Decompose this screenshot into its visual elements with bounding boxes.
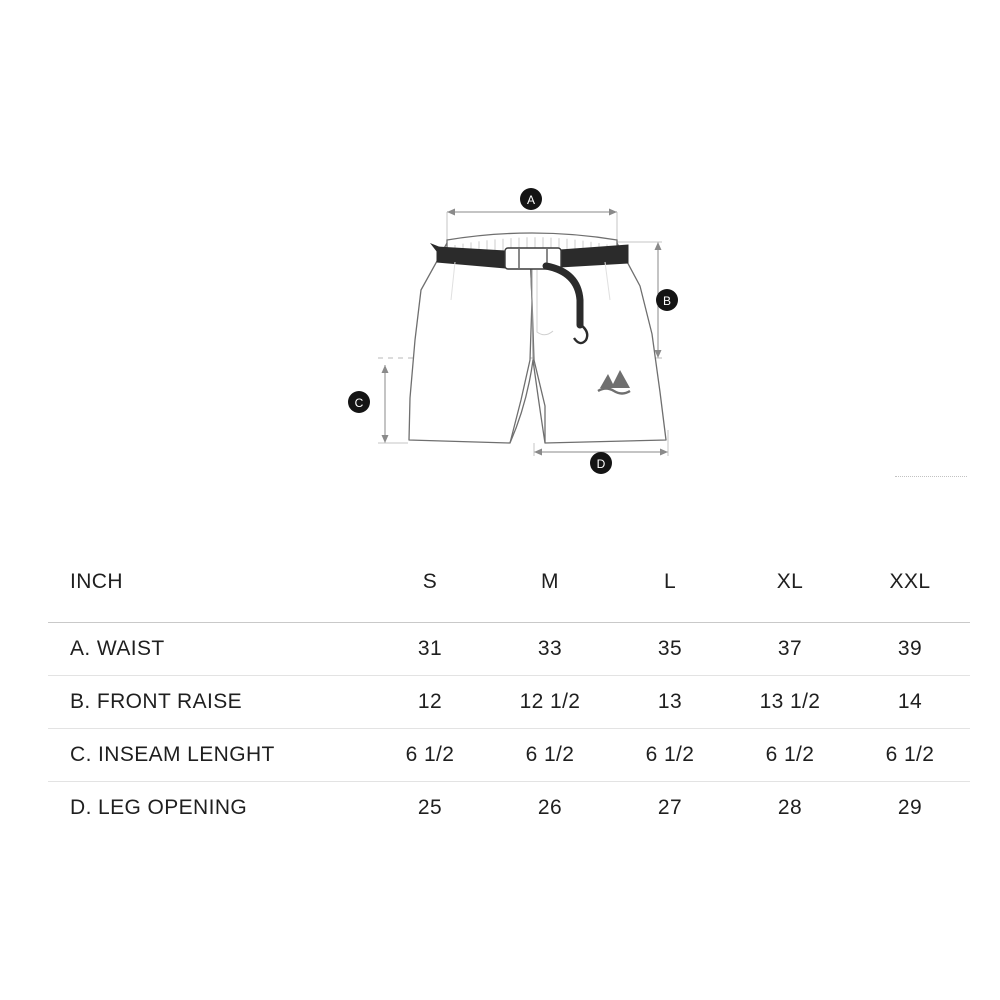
cell-front-raise-xxl: 14	[897, 690, 923, 713]
cell-leg-opening-xxl: 29	[897, 796, 923, 819]
cell-inseam-s: 6 1/2	[405, 743, 455, 766]
cell-waist-xl: 37	[777, 637, 803, 660]
guide-c-arrow-bottom	[382, 435, 389, 443]
guide-a-arrow-left	[447, 209, 455, 216]
marker-c-label: C	[354, 396, 364, 410]
cell-front-raise-l: 13	[657, 690, 683, 713]
cell-waist-m: 33	[537, 637, 563, 660]
shorts-left-panel	[409, 243, 532, 443]
cell-waist-s: 31	[417, 637, 443, 660]
cell-waist-xxl: 39	[897, 637, 923, 660]
cell-inseam-xxl: 6 1/2	[885, 743, 935, 766]
row-label-inseam-lenght: C. INSEAM LENGHT	[70, 743, 275, 766]
cell-front-raise-xl: 13 1/2	[759, 690, 821, 713]
shorts-right-panel	[530, 243, 666, 443]
table-row	[48, 729, 970, 782]
size-table	[48, 556, 970, 834]
marker-a	[520, 188, 542, 210]
cell-waist-l: 35	[657, 637, 683, 660]
size-header-s: S	[422, 570, 438, 593]
row-label-leg-opening: D. LEG OPENING	[70, 796, 248, 819]
table-row	[48, 676, 970, 729]
size-header-m: M	[541, 570, 559, 593]
size-table-head	[48, 556, 970, 623]
size-table-header-row	[48, 556, 970, 623]
cell-leg-opening-m: 26	[537, 796, 563, 819]
guide-b-arrow-top	[655, 242, 662, 250]
cell-inseam-m: 6 1/2	[525, 743, 575, 766]
row-label-front-raise: B. FRONT RAISE	[70, 690, 243, 713]
row-label-waist: A. WAIST	[70, 637, 165, 660]
marker-b-label: B	[662, 294, 672, 308]
size-header-xxl: XXL	[889, 570, 931, 593]
unit-label: INCH	[70, 570, 123, 593]
guide-d-arrow-left	[534, 449, 542, 456]
size-header-xl: XL	[776, 570, 804, 593]
marker-a-label: A	[526, 193, 536, 207]
table-row	[48, 623, 970, 676]
guide-d-arrow-right	[660, 449, 668, 456]
cell-leg-opening-xl: 28	[777, 796, 803, 819]
marker-b	[656, 289, 678, 311]
cell-leg-opening-s: 25	[417, 796, 443, 819]
guide-a-arrow-right	[609, 209, 617, 216]
cell-front-raise-m: 12 1/2	[519, 690, 581, 713]
size-table-wrap	[48, 556, 952, 834]
cell-inseam-l: 6 1/2	[645, 743, 695, 766]
size-table-body	[48, 623, 970, 835]
marker-c	[348, 391, 370, 413]
marker-d	[590, 452, 612, 474]
table-row	[48, 782, 970, 835]
cell-leg-opening-l: 27	[657, 796, 683, 819]
size-header-l: L	[663, 570, 677, 593]
cell-inseam-xl: 6 1/2	[765, 743, 815, 766]
cell-front-raise-s: 12	[417, 690, 443, 713]
marker-d-label: D	[596, 457, 606, 471]
decorative-dotted-line	[895, 476, 967, 477]
guide-c-arrow-top	[382, 365, 389, 373]
